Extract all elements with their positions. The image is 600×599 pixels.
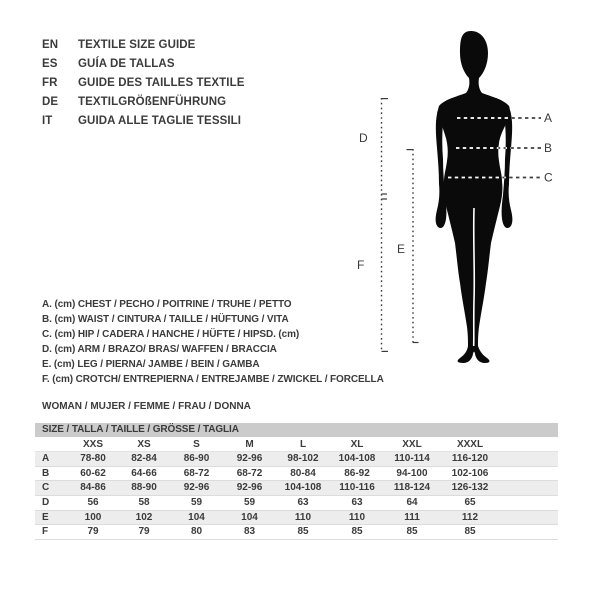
guide-title: GUIDA ALLE TAGLIE TESSILI xyxy=(78,115,242,127)
size-value: 68-72 xyxy=(236,467,263,479)
size-header-row xyxy=(35,437,558,452)
size-column-header: XL xyxy=(350,439,364,450)
size-value: 59 xyxy=(243,497,256,509)
size-value: 111 xyxy=(404,511,420,523)
language-code: IT xyxy=(42,115,53,127)
table-row xyxy=(35,511,558,526)
corner-cell xyxy=(35,437,68,451)
size-value: 88-90 xyxy=(131,482,157,494)
language-row xyxy=(42,36,245,55)
size-value: 86-92 xyxy=(344,467,370,479)
row-label: E xyxy=(42,511,49,523)
size-value: 112 xyxy=(461,511,479,523)
size-value: 60-62 xyxy=(80,467,106,479)
measurement-definition: E. (cm) LEG / PIERNA/ JAMBE / BEIN / GAMBA xyxy=(42,359,260,370)
table-row xyxy=(35,467,558,482)
row-label: C xyxy=(42,482,50,494)
table-row xyxy=(35,452,558,467)
guide-title: GUIDE DES TAILLES TEXTILE xyxy=(78,77,245,89)
row-label: A xyxy=(42,453,50,464)
language-code: ES xyxy=(42,58,58,70)
size-value: 83 xyxy=(243,526,256,538)
measurement-legend xyxy=(42,297,384,387)
filler-cell xyxy=(500,481,558,495)
measurement-definition: F. (cm) CROTCH/ ENTREPIERNA / ENTREJAMBE / ZWICKEL / FORCELLA xyxy=(42,374,384,385)
size-value: 68-72 xyxy=(183,467,210,479)
guide-title: GUÍA DE TALLAS xyxy=(78,58,175,70)
size-column-header: S xyxy=(193,439,200,450)
size-value: 100 xyxy=(84,511,102,523)
language-row xyxy=(42,55,245,74)
label-crotch-f: F xyxy=(357,258,365,272)
language-row xyxy=(42,74,245,93)
size-value: 64-66 xyxy=(131,467,157,479)
size-value: 104-108 xyxy=(338,453,376,464)
filler-cell xyxy=(500,496,558,510)
label-chest-a: A xyxy=(544,111,553,125)
size-value: 92-96 xyxy=(236,453,263,464)
size-table xyxy=(35,423,558,540)
measurement-definition: D. (cm) ARM / BRAZO/ BRAS/ WAFFEN / BRACCIA xyxy=(42,344,277,355)
size-value: 82-84 xyxy=(131,453,157,464)
measurement-definition: A. (cm) CHEST / PECHO / POITRINE / TRUHE / PETTO xyxy=(42,299,292,310)
size-column-header: XS xyxy=(137,439,151,450)
table-row xyxy=(35,496,558,511)
size-column-header: L xyxy=(299,439,307,450)
size-value: 78-80 xyxy=(80,453,106,464)
size-value: 126-132 xyxy=(451,482,489,494)
row-label: F xyxy=(42,526,49,538)
size-column-header: XXS xyxy=(82,439,103,450)
size-value: 92-96 xyxy=(236,482,263,494)
filler-cell xyxy=(500,467,558,481)
size-value: 110-116 xyxy=(339,482,375,494)
title-language-list xyxy=(42,36,245,131)
row-label: B xyxy=(42,467,50,479)
size-value: 110 xyxy=(348,511,366,523)
language-code: DE xyxy=(42,96,59,108)
size-value: 110 xyxy=(294,511,312,523)
size-column-header: XXL xyxy=(402,439,422,450)
size-value: 85 xyxy=(351,526,363,538)
size-value: 79 xyxy=(138,526,150,538)
label-hip-c: C xyxy=(544,170,553,185)
filler-cell xyxy=(500,525,558,539)
table-row xyxy=(35,481,558,496)
size-column-header: XXXL xyxy=(456,439,484,450)
size-value: 85 xyxy=(406,526,418,538)
language-row xyxy=(42,93,245,112)
filler-cell xyxy=(500,511,558,525)
size-value: 92-96 xyxy=(183,482,210,494)
size-value: 64 xyxy=(406,497,418,509)
size-value: 98-102 xyxy=(287,453,319,464)
size-value: 94-100 xyxy=(396,467,428,479)
size-value: 102-106 xyxy=(451,467,489,479)
size-value: 63 xyxy=(297,497,309,509)
guide-title: TEXTILE SIZE GUIDE xyxy=(78,39,196,51)
row-label: D xyxy=(42,497,50,509)
size-value: 84-86 xyxy=(80,482,106,494)
leg-gap-line xyxy=(474,208,475,346)
filler-cell xyxy=(500,437,558,451)
language-code: EN xyxy=(42,39,59,51)
size-value: 65 xyxy=(464,497,476,509)
size-value: 63 xyxy=(351,497,363,509)
size-value: 86-90 xyxy=(183,453,210,464)
label-arm-d: D xyxy=(359,131,368,145)
measurement-definition: C. (cm) HIP / CADERA / HANCHE / HÜFTE / HIPSD. (cm) xyxy=(42,329,300,340)
size-column-header: M xyxy=(245,439,254,450)
size-value: 85 xyxy=(297,526,309,538)
filler-cell xyxy=(500,452,558,466)
size-value: 59 xyxy=(190,497,203,509)
size-value: 104-108 xyxy=(284,482,322,494)
table-row xyxy=(35,525,558,540)
size-value: 80-84 xyxy=(290,467,316,479)
label-waist-b: B xyxy=(544,141,553,155)
size-value: 116-120 xyxy=(451,453,489,464)
label-leg-e: E xyxy=(397,242,406,256)
language-code: FR xyxy=(42,77,58,89)
size-value: 80 xyxy=(190,526,203,538)
size-value: 104 xyxy=(188,511,205,523)
gender-heading: WOMAN / MUJER / FEMME / FRAU / DONNA xyxy=(42,401,251,412)
measurement-definition: B. (cm) WAIST / CINTURA / TAILLE / HÜFTUNG / VITA xyxy=(42,314,289,325)
size-value: 79 xyxy=(87,526,99,538)
size-value: 102 xyxy=(135,511,153,523)
size-value: 110-114 xyxy=(394,453,430,464)
language-row xyxy=(42,112,245,131)
size-value: 104 xyxy=(241,511,258,523)
guide-title: TEXTILGRÖßENFÜHRUNG xyxy=(78,96,227,108)
size-value: 56 xyxy=(87,497,99,509)
size-value: 85 xyxy=(464,526,476,538)
size-value: 118-124 xyxy=(393,482,431,494)
size-value: 58 xyxy=(138,497,150,509)
size-table-header: SIZE / TALLA / TAILLE / GRÖSSE / TAGLIA xyxy=(35,423,558,437)
